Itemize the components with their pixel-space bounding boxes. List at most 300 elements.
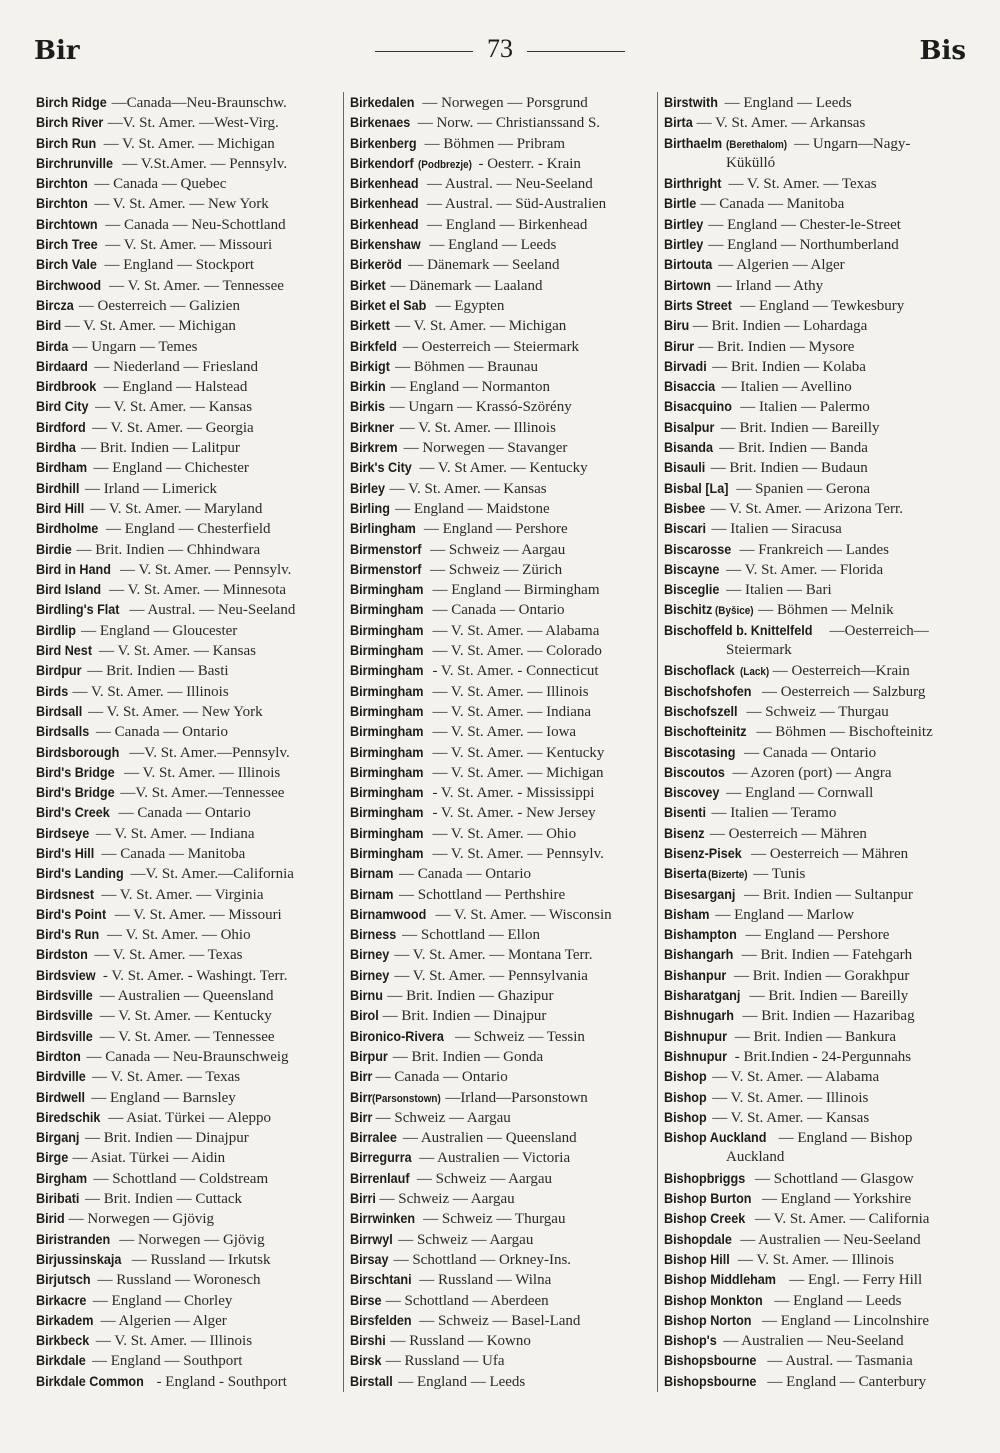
entry-term: Birr — [350, 1108, 373, 1125]
entry-term: Bishangarh — [664, 946, 734, 963]
entry-term: Bishop Burton — [664, 1190, 752, 1207]
entry-term: Birmingham — [350, 662, 424, 679]
entry-term: Biscayne — [664, 560, 720, 577]
entry-term: Bironico-Rivera — [350, 1027, 444, 1044]
gazetteer-entry — [350, 376, 657, 396]
gazetteer-entry — [36, 1127, 343, 1147]
column-1 — [33, 92, 343, 1392]
entry-term: Birrwyl — [350, 1230, 393, 1247]
gazetteer-entry — [664, 356, 971, 376]
gazetteer-entry — [350, 843, 657, 863]
gazetteer-entry — [664, 336, 971, 356]
entry-term: Bishnupur — [664, 1047, 727, 1064]
gazetteer-entry — [350, 1290, 657, 1310]
gazetteer-entry — [36, 843, 343, 863]
entry-term: Bird in Hand — [36, 560, 111, 577]
entry-location: — England — Barnsley — [87, 1089, 236, 1106]
entry-term: Birpur — [350, 1047, 388, 1064]
entry-term: Bischofshofen — [664, 682, 752, 699]
entry-location: — Brit. Indien — Dinajpur — [81, 1130, 249, 1147]
gazetteer-entry — [664, 295, 971, 315]
entry-term: Biscarosse — [664, 540, 732, 557]
gazetteer-entry — [36, 1208, 343, 1228]
entry-location: — Brit. Indien — Chhindwara — [72, 541, 261, 558]
entry-term: Birstall — [350, 1372, 393, 1389]
gazetteer-entry — [664, 173, 971, 193]
gazetteer-entry — [350, 1087, 657, 1107]
entry-location: — V. St Amer. — Kentucky — [415, 460, 588, 477]
entry-location: — Frankreich — Landes — [735, 541, 890, 558]
gazetteer-entry — [350, 275, 657, 295]
entry-location: — Brit. Indien — Dinajpur — [378, 1008, 547, 1025]
gazetteer-entry — [350, 924, 657, 944]
entry-location: — V. St. Amer. — Colorado — [428, 643, 602, 660]
gazetteer-entry — [664, 1046, 971, 1066]
entry-term: Bishop Auckland — [664, 1129, 767, 1146]
entry-term: Birdha — [36, 439, 76, 456]
entry-term: Birnu — [350, 987, 383, 1004]
gazetteer-entry — [664, 681, 971, 701]
header-left-keyword: Bir — [34, 36, 80, 66]
entry-term: Bishop Hill — [664, 1250, 730, 1267]
entry-location: — England — Leeds — [394, 1373, 526, 1390]
entry-location: — Brit. Indien — Fatehgarh — [738, 947, 913, 964]
entry-term: Birchrunville — [36, 154, 114, 171]
entry-location: — Austral. — Neu-Seeland — [423, 176, 593, 193]
entry-term: Bird's Point — [36, 905, 107, 922]
entry-alt-name: (Lack) — [739, 666, 769, 679]
entry-term: Birnam — [350, 865, 394, 882]
entry-location: — Brit. Indien — Ghazipur — [383, 988, 554, 1005]
gazetteer-entry — [350, 1208, 657, 1228]
entry-term: Birralee — [350, 1129, 397, 1146]
entry-location: — Russland — Ufa — [382, 1353, 505, 1370]
entry-location: — England — Leeds — [770, 1292, 902, 1309]
entry-location: — Italien — Teramo — [707, 805, 837, 822]
entry-location: —V. St. Amer.—Tennessee — [120, 785, 285, 802]
entry-term: Bischofszell — [664, 702, 738, 719]
entry-term: Birch Vale — [36, 256, 97, 273]
entry-term: Bisauli — [664, 459, 706, 476]
entry-location: — Dänemark — Laaland — [386, 277, 543, 294]
entry-location: — Schottland — Ellon — [398, 927, 541, 944]
gazetteer-entry — [350, 1188, 657, 1208]
gazetteer-entry — [664, 762, 971, 782]
gazetteer-entry — [664, 1208, 971, 1228]
entry-term: Bisenti — [664, 804, 707, 821]
entry-location: — Oesterreich — Salzburg — [758, 683, 926, 700]
entry-term: Birdpur — [36, 662, 82, 679]
entry-location: — Brit. Indien — Budaun — [706, 460, 868, 477]
gazetteer-entry — [36, 1026, 343, 1046]
entry-term: Birdlip — [36, 621, 76, 638]
gazetteer-entry — [36, 1147, 343, 1167]
entry-term: Birney — [350, 946, 390, 963]
gazetteer-entry — [350, 599, 657, 619]
entry-term: Birganj — [36, 1129, 80, 1146]
entry-location: —Oesterreich— — [825, 622, 929, 639]
gazetteer-entry — [664, 254, 971, 274]
gazetteer-entry — [350, 1249, 657, 1269]
entry-location: Kükülló — [726, 154, 776, 171]
entry-location: — England — Gloucester — [77, 622, 238, 639]
gazetteer-entry — [350, 539, 657, 559]
gazetteer-entry — [664, 660, 971, 680]
gazetteer-entry — [350, 863, 657, 883]
entry-term: Bishnugarh — [664, 1007, 735, 1024]
entry-location: —V. St. Amer.—California — [130, 866, 294, 883]
entry-location: — Niederland — Friesland — [90, 358, 259, 375]
entry-location: — V. St. Amer. — Illinois — [734, 1251, 895, 1268]
entry-location: — Canada — Quebec — [90, 176, 227, 193]
gazetteer-entry — [36, 579, 343, 599]
entry-location: — Italien — Bari — [722, 582, 832, 599]
entry-term: Bishop Middleham — [664, 1271, 777, 1288]
entry-location: — Brit. Indien — Lalitpur — [77, 440, 240, 457]
entry-term: Bishampton — [664, 926, 737, 943]
entry-term: Birmingham — [350, 784, 424, 801]
entry-location: — Canada — Neu-Schottland — [101, 216, 286, 233]
gazetteer-entry — [36, 112, 343, 132]
entry-term: Birsfelden — [350, 1311, 412, 1328]
entry-location: — V. St. Amer. — Texas — [88, 1069, 241, 1086]
entry-location: — Canada — Ontario — [114, 805, 251, 822]
entry-term: Biru — [664, 317, 690, 334]
entry-term: Birnam — [350, 885, 394, 902]
entry-location: — V. St. Amer. — Illinois — [708, 1089, 869, 1106]
gazetteer-entry — [350, 1330, 657, 1350]
entry-term: Bisceglie — [664, 581, 720, 598]
gazetteer-entry — [36, 1087, 343, 1107]
entry-term: Birda — [36, 337, 69, 354]
entry-term: Birse — [350, 1291, 382, 1308]
entry-term: Birness — [350, 926, 397, 943]
entry-location: — Austral. — Süd-Australien — [423, 196, 607, 213]
gazetteer-entry — [350, 620, 657, 640]
gazetteer-entry — [36, 620, 343, 640]
entry-location: — V. St. Amer. — Kansas — [95, 643, 256, 660]
entry-term: Birmenstorf — [350, 560, 422, 577]
gazetteer-entry — [664, 92, 971, 112]
gazetteer-entry — [350, 396, 657, 416]
entry-location: — Schottland — Glasgow — [751, 1170, 914, 1187]
entry-location: —V. St. Amer. —West-Virg. — [107, 115, 279, 132]
entry-location: — Böhmen — Bischofteinitz — [752, 724, 933, 741]
entry-location: — Italien — Palermo — [736, 399, 870, 416]
gazetteer-entry — [350, 336, 657, 356]
entry-location: — Schweiz — Basel-Land — [415, 1312, 581, 1329]
entry-location: — Böhmen — Melnik — [754, 602, 894, 619]
entry-location: — V. St. Amer. — Kansas — [708, 1109, 870, 1126]
entry-term: Bishop Creek — [664, 1210, 746, 1227]
entry-term: Birregurra — [350, 1149, 412, 1166]
entry-term: Birdton — [36, 1047, 81, 1064]
entry-location: — V. St. Amer. — Pennsylvania — [390, 967, 588, 984]
gazetteer-entry — [664, 417, 971, 437]
gazetteer-entry — [664, 153, 971, 173]
entry-location: — Australien — Victoria — [415, 1150, 571, 1167]
entry-term: Birvadi — [664, 357, 707, 374]
entry-term: Birur — [664, 337, 695, 354]
entry-location: — V. St. Amer. — Wisconsin — [431, 906, 612, 923]
entry-term: Birmingham — [350, 844, 424, 861]
entry-location: — V. St. Amer. — Michigan — [428, 764, 604, 781]
entry-term: Birdsborough — [36, 743, 120, 760]
entry-location: — England — Birmingham — [428, 582, 600, 599]
gazetteer-entry — [350, 559, 657, 579]
gazetteer-entry — [350, 1310, 657, 1330]
entry-location: — Schweiz — Thurgau — [742, 703, 889, 720]
entry-location: — Brit. Indien — Cuttack — [81, 1191, 243, 1208]
gazetteer-entry — [664, 1290, 971, 1310]
gazetteer-entry — [664, 457, 971, 477]
entry-term: Birdholme — [36, 520, 99, 537]
gazetteer-entry — [350, 518, 657, 538]
gazetteer-entry — [350, 884, 657, 904]
gazetteer-entry — [664, 214, 971, 234]
entry-term: Birshi — [350, 1332, 386, 1349]
entry-term: Birdville — [36, 1068, 86, 1085]
entry-term: Bird's Bridge — [36, 784, 115, 801]
entry-term: Birkdale Common — [36, 1372, 144, 1389]
gazetteer-entry — [36, 1290, 343, 1310]
entry-location: — Asiat. Türkei — Aidin — [68, 1150, 226, 1167]
gazetteer-entry — [664, 924, 971, 944]
gazetteer-entry — [664, 1229, 971, 1249]
entry-location: — Canada — Ontario — [92, 724, 228, 741]
entry-term: Birta — [664, 114, 693, 131]
entry-term: Bird's Run — [36, 926, 100, 943]
entry-location: — Schottland — Orkney-Ins. — [389, 1251, 572, 1268]
entry-location: — Schottland — Aberdeen — [382, 1292, 549, 1309]
entry-location: — Schweiz — Aargau — [375, 1191, 515, 1208]
gazetteer-entry — [664, 1269, 971, 1289]
entry-term: Biribati — [36, 1190, 80, 1207]
entry-term: Birmingham — [350, 601, 424, 618]
entry-term: Birmingham — [350, 723, 424, 740]
column-3 — [657, 92, 971, 1392]
entry-term: Birkenhead — [350, 215, 419, 232]
entry-term: Birmingham — [350, 702, 424, 719]
entry-location: — England — Pershore — [420, 521, 568, 538]
gazetteer-entry — [350, 112, 657, 132]
entry-term: Birtouta — [664, 256, 713, 273]
entry-location: — V. St. Amer. — Pennsylv. — [428, 845, 604, 862]
entry-location: — Schweiz — Tessin — [451, 1028, 585, 1045]
gazetteer-entry — [664, 620, 971, 640]
gazetteer-entry — [664, 904, 971, 924]
gazetteer-entry — [664, 721, 971, 741]
entry-term: Bischitz — [664, 601, 713, 618]
entry-location: — Canada — Ontario — [428, 602, 565, 619]
gazetteer-entry — [36, 1066, 343, 1086]
entry-location: — Schottland — Perthshire — [395, 886, 566, 903]
gazetteer-entry — [664, 193, 971, 213]
entry-location: — Engl. — Ferry Hill — [785, 1272, 923, 1289]
gazetteer-entry — [36, 924, 343, 944]
entry-term: Bischoflack — [664, 662, 735, 679]
entry-term: Bishnupur — [664, 1027, 727, 1044]
entry-location: — Austral. — Tasmania — [763, 1353, 913, 1370]
entry-term: Birkner — [350, 418, 395, 435]
entry-location: — V. St. Amer. — New York — [84, 703, 263, 720]
gazetteer-entry — [350, 254, 657, 274]
entry-location: —V. St. Amer.—Pennsylv. — [125, 744, 290, 761]
entry-term: Bishop — [664, 1108, 707, 1125]
gazetteer-entry — [664, 1310, 971, 1330]
entry-term: Bishopsbourne — [664, 1372, 757, 1389]
entry-term: Birmingham — [350, 621, 424, 638]
entry-location: — V. St. Amer. — New York — [90, 196, 269, 213]
entry-location: — Norwegen — Gjövig — [115, 1231, 265, 1248]
entry-term: Bishopsbourne — [664, 1352, 757, 1369]
gazetteer-entry — [350, 965, 657, 985]
entry-location: — V. St. Amer. — Tennessee — [96, 1028, 275, 1045]
entry-location: — Brit. Indien — Gorakhpur — [730, 967, 910, 984]
entry-term: Birkenhead — [350, 175, 419, 192]
gazetteer-entry — [36, 1168, 343, 1188]
entry-location: — V. St. Amer. — Alabama — [428, 622, 600, 639]
gazetteer-entry — [664, 1026, 971, 1046]
entry-location: — V. St. Amer. — Texas — [724, 176, 877, 193]
gazetteer-entry — [664, 275, 971, 295]
entry-location: — Russland — Wilna — [415, 1272, 552, 1289]
entry-location: — V. St. Amer. — Maryland — [86, 500, 263, 517]
gazetteer-entry — [350, 437, 657, 457]
entry-term: Bisanda — [664, 439, 714, 456]
entry-term: Birmenstorf — [350, 540, 422, 557]
entry-location: — Brit. Indien — Bareilly — [717, 419, 880, 436]
entry-term: Birr — [350, 1068, 373, 1085]
entry-location: — Norwegen — Gjövig — [64, 1211, 215, 1228]
entry-location: — Spanien — Gerona — [732, 480, 871, 497]
header-rule-right — [527, 51, 625, 52]
entry-location: — Italien — Avellino — [717, 379, 852, 396]
entry-term: Bischoffeld b. Knittelfeld — [664, 621, 813, 638]
entry-location: — England — Cornwall — [722, 785, 874, 802]
header-rule-left — [375, 51, 473, 52]
entry-term: Birmingham — [350, 581, 424, 598]
entry-term: Birds — [36, 682, 69, 699]
entry-term: Birkis — [350, 398, 386, 415]
gazetteer-entry — [664, 579, 971, 599]
entry-term: Bisham — [664, 905, 710, 922]
entry-term: Birkendorf — [350, 154, 414, 171]
entry-location: — Russland — Irkutsk — [127, 1251, 271, 1268]
gazetteer-entry — [36, 985, 343, 1005]
gazetteer-entry — [36, 315, 343, 335]
gazetteer-entry — [36, 478, 343, 498]
entry-term: Birdseye — [36, 824, 90, 841]
entry-term: Birol — [350, 1007, 379, 1024]
entry-location: — England — Maidstone — [391, 500, 550, 517]
entry-term: Birsk — [350, 1352, 382, 1369]
entry-location: - England - Southport — [152, 1373, 287, 1390]
entry-location: — Russland — Woronesch — [93, 1272, 261, 1289]
gazetteer-entry — [664, 985, 971, 1005]
entry-term: Birdaard — [36, 357, 88, 374]
entry-location: — V. St. Amer. — Ohio — [103, 927, 251, 944]
entry-location: — Egypten — [431, 297, 505, 314]
entry-term: Birnamwood — [350, 905, 427, 922]
entry-location: — Algerien — Alger — [96, 1312, 227, 1329]
gazetteer-entry — [664, 944, 971, 964]
entry-location: — Austral. — Neu-Seeland — [125, 602, 296, 619]
gazetteer-entry — [36, 721, 343, 741]
entry-term: Birdham — [36, 459, 88, 476]
entry-term: Birchwood — [36, 276, 102, 293]
gazetteer-entry — [664, 1371, 971, 1391]
gazetteer-entry — [350, 417, 657, 437]
entry-location: — V. St. Amer. — Alabama — [708, 1069, 880, 1086]
entry-term: Bishanpur — [664, 966, 727, 983]
gazetteer-entry — [350, 1127, 657, 1147]
gazetteer-entry — [36, 802, 343, 822]
gazetteer-entry — [36, 1330, 343, 1350]
entry-location: — V. St. Amer. — Florida — [722, 561, 884, 578]
entry-location: — Schweiz — Aargau — [413, 1170, 552, 1187]
gazetteer-entry — [350, 660, 657, 680]
gazetteer-entry — [664, 1005, 971, 1025]
entry-term: Birmingham — [350, 824, 424, 841]
gazetteer-entry — [36, 498, 343, 518]
entry-term: Birschtani — [350, 1271, 412, 1288]
entry-location: —Canada—Neu-Braunschw. — [111, 95, 287, 111]
entry-alt-name: (Berethalom) — [725, 138, 787, 151]
entry-term: Bisenz — [664, 824, 705, 841]
gazetteer-entry — [664, 518, 971, 538]
gazetteer-entry — [36, 762, 343, 782]
entry-term: Bisalpur — [664, 418, 715, 435]
entry-location: — V. St. Amer. — Michigan — [61, 318, 236, 335]
gazetteer-entry — [36, 1310, 343, 1330]
entry-location: — Oesterreich — Mähren — [706, 825, 867, 842]
gazetteer-entry — [350, 153, 657, 173]
entry-term: Birdsalls — [36, 723, 90, 740]
entry-location: — Canada — Manitoba — [696, 196, 845, 213]
entry-term: Birdhill — [36, 479, 80, 496]
gazetteer-entry — [36, 437, 343, 457]
entry-alt-name: (Podbrezje) — [417, 158, 472, 171]
gazetteer-entry — [664, 823, 971, 843]
gazetteer-entry — [664, 112, 971, 132]
entry-term: Biscovey — [664, 784, 720, 801]
entry-location: — V. St. Amer. — Illinois — [428, 683, 589, 700]
gazetteer-entry — [350, 193, 657, 213]
entry-term: Birrwinken — [350, 1210, 416, 1227]
entry-location: — Oesterreich—Krain — [769, 663, 910, 680]
entry-term: Birgham — [36, 1169, 88, 1186]
entry-term: Birch Ridge — [36, 94, 107, 110]
gazetteer-entry — [350, 1269, 657, 1289]
page-number: 73 — [487, 34, 513, 63]
gazetteer-entry — [350, 1229, 657, 1249]
gazetteer-entry — [350, 133, 657, 153]
gazetteer-entry — [36, 1188, 343, 1208]
entry-term: Biscotasing — [664, 743, 736, 760]
gazetteer-entry — [350, 315, 657, 335]
entry-location: — V. St. Amer. — Virginia — [97, 886, 264, 903]
entry-location: — V. St. Amer. — Arkansas — [692, 115, 866, 132]
entry-term: Birkfeld — [350, 337, 397, 354]
gazetteer-entry — [350, 823, 657, 843]
gazetteer-entry — [36, 254, 343, 274]
entry-location: — Algerien — Alger — [714, 257, 845, 274]
entry-location: — England — Yorkshire — [758, 1191, 912, 1208]
gazetteer-entry — [36, 92, 343, 112]
gazetteer-entry — [350, 985, 657, 1005]
gazetteer-entry — [664, 1188, 971, 1208]
